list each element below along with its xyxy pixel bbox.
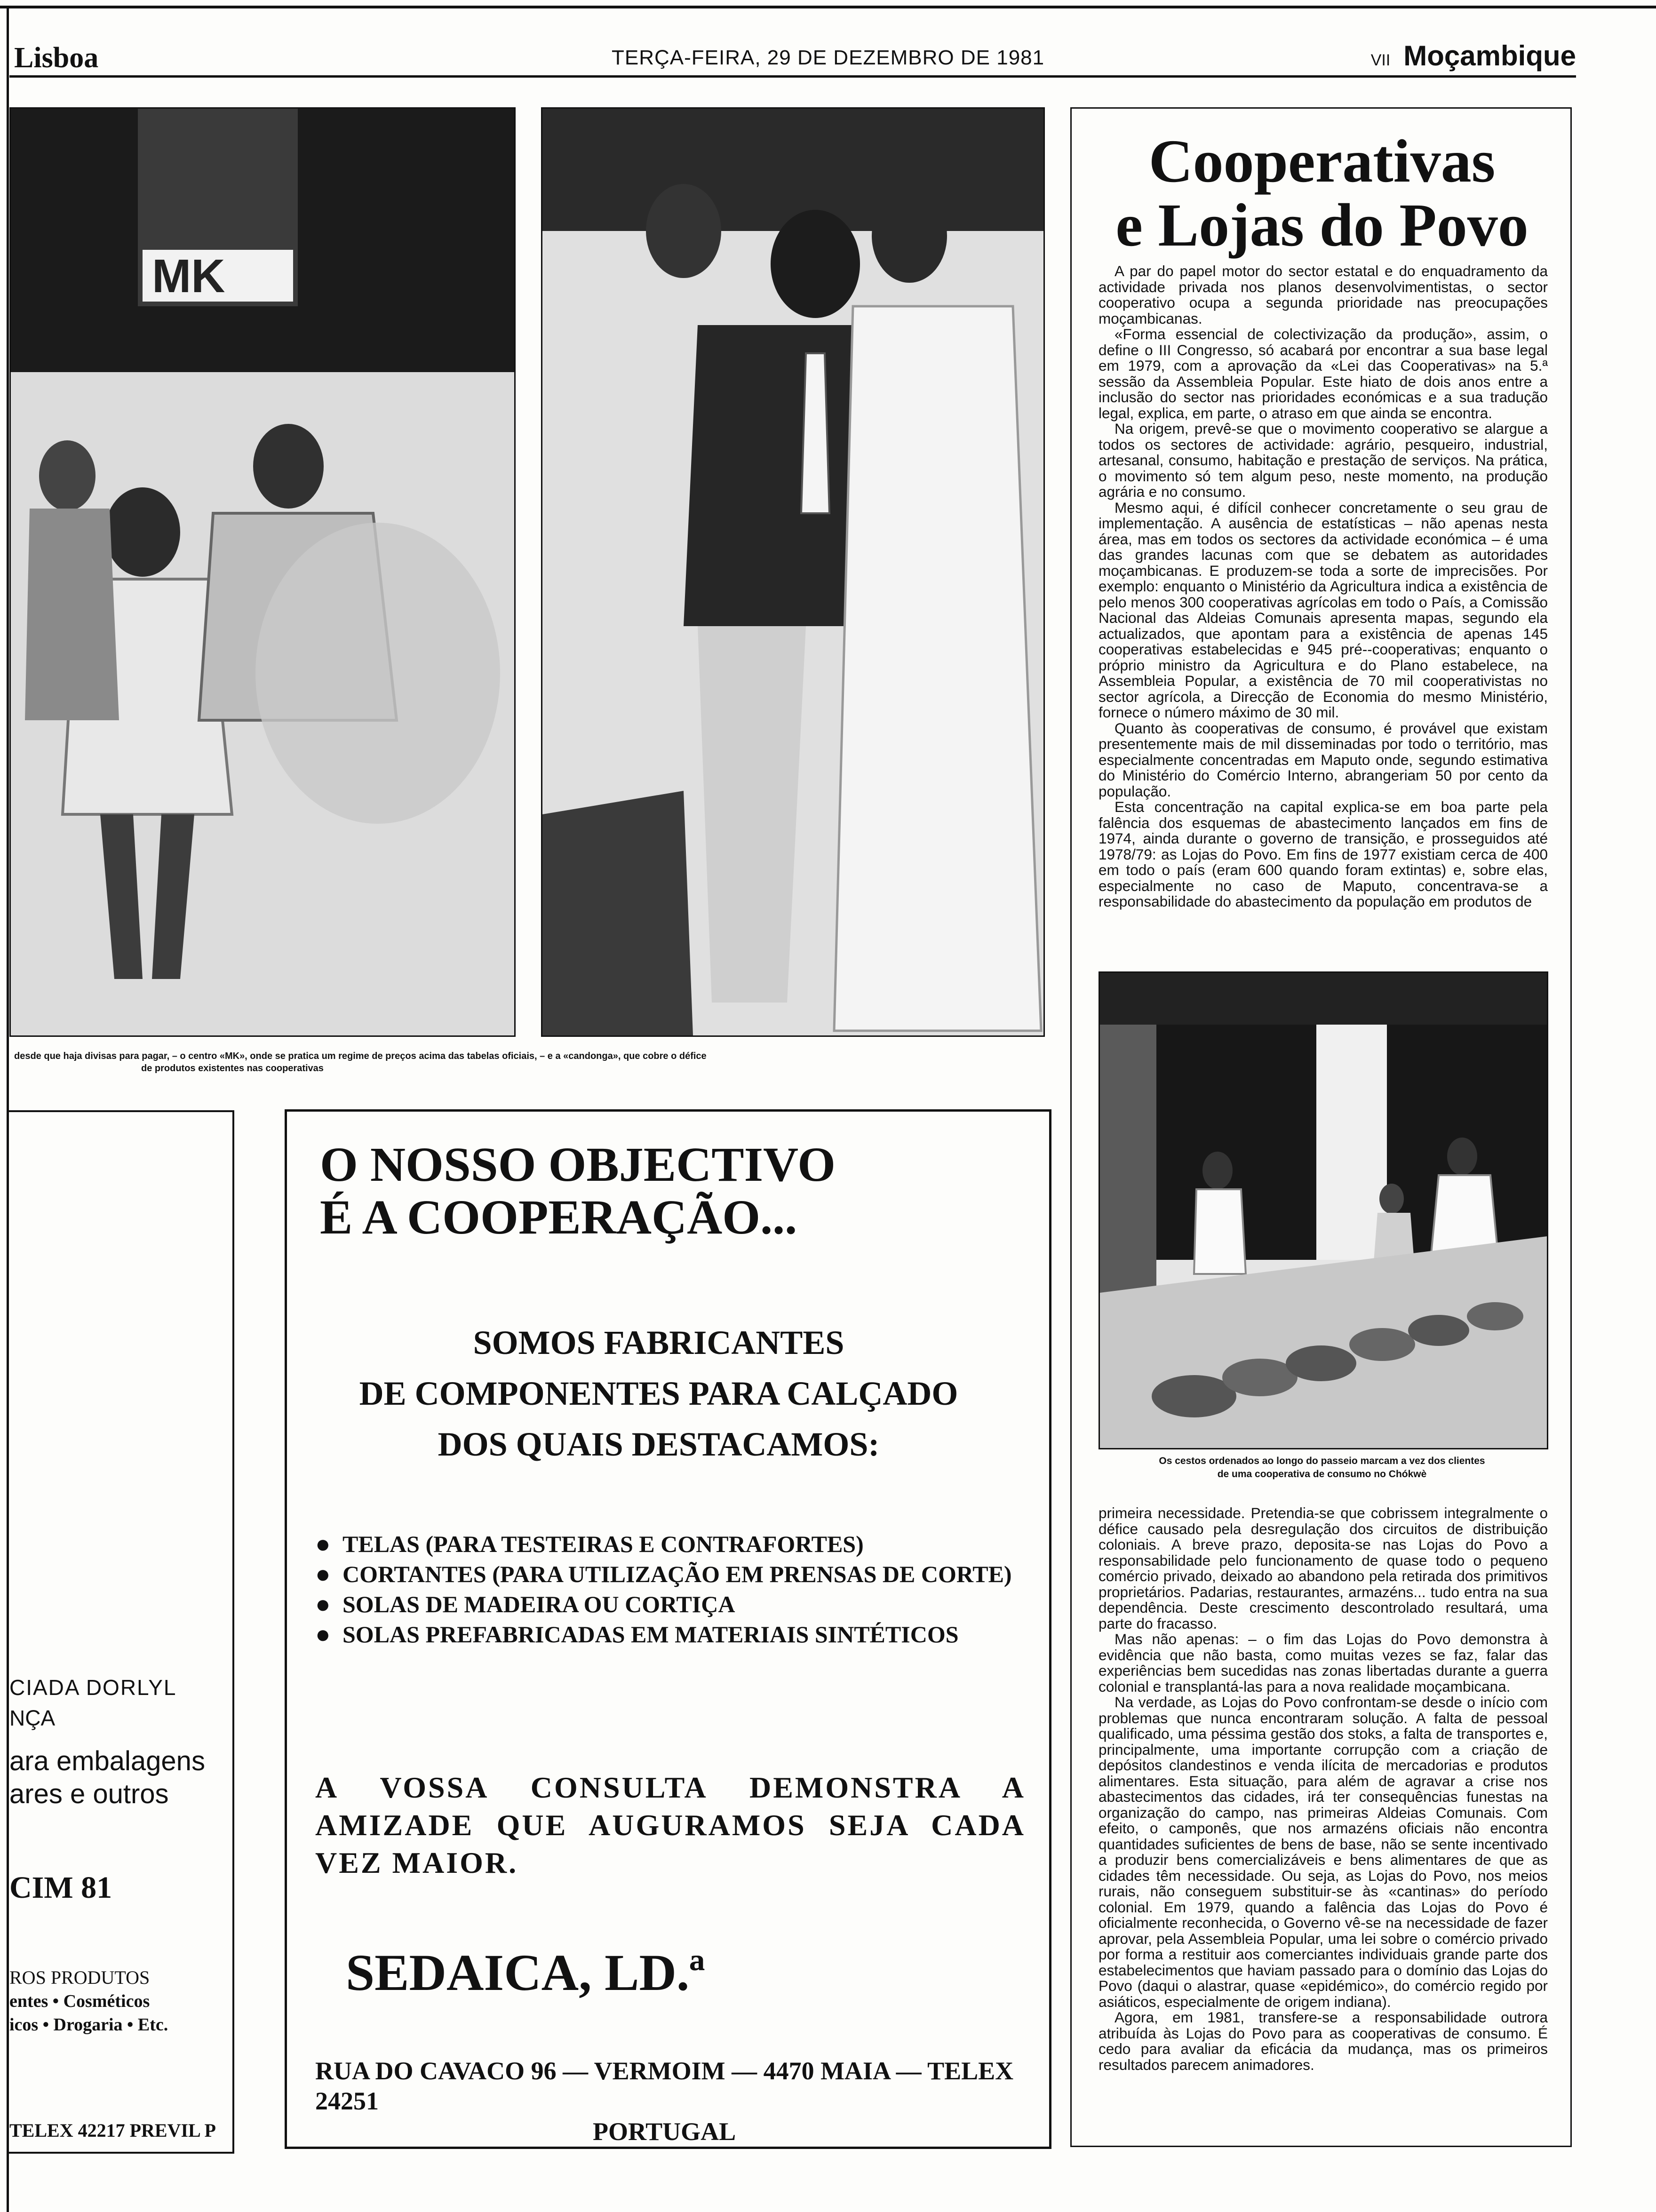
photo-cooperative-queue — [1099, 971, 1548, 1449]
ad-intro-line-3: DOS QUAIS DESTACAMOS: — [438, 1425, 880, 1463]
photo-caption-top-line-2: de produtos existentes nas cooperativas — [141, 1063, 324, 1074]
bullet-dot-icon: ● — [315, 1590, 331, 1618]
article-paragraph: primeira necessidade. Pretendia-se que cobrissem integralmente o défice causado pela desregulação dos circuitos de distribuição coloniais. A breve prazo, deposita-se nas Lojas do Povo a responsabilidade pelo funcionamento de quase todo o pequeno comércio privado, deixado ao abandono pela retirada dos primitivos proprietários. Padarias, restaurantes, armazéns... tudo entra na sua dependência. Deste crescimento descontrolado resultará, uma parte do fracasso. — [1099, 1505, 1548, 1632]
ad-bullet — [315, 1529, 1021, 1559]
ad-bullet-list — [315, 1529, 1021, 1649]
article-paragraph: Mesmo aqui, é difícil conhecer concretamente o seu grau de implementação. A ausência de estatísticas – não apenas nesta área, mas em todos os sectores da actividade económica – é uma das grandes lacunas com que se debatem as autoridades moçambicanas. E produzem-se toda a sorte de imprecisões. Por exemplo: enquanto o Ministério da Agricultura indica a existência de pelo menos 300 cooperativas agrícolas em todo o País, a Comissão Nacional das Aldeias Comunais apresenta mapas, segundo ela actualizados, que apontam para a existência de apenas 145 cooperativas estabelecidas e 945 pré--cooperativas; enquanto o próprio ministro da Agricultura e do Plano estabelece, na Assembleia Popular, a existência de 70 mil cooperativistas no sector agrícola, a Direcção de Economia do mesmo Ministério, fornece o número máximo de 30 mil. — [1099, 499, 1548, 721]
bullet-dot-icon: ● — [315, 1560, 331, 1588]
article-paragraph: Agora, em 1981, transfere-se a responsabilidade outrora atribuída às Lojas do Povo para as cooperativas de consumo. É cedo para avaliar da eficácia da mudança, mas os primeiros resultados parecem animadores. — [1099, 2009, 1548, 2073]
ad-title-line-1: O NOSSO OBJECTIVO — [320, 1138, 836, 1192]
ad-bullet — [315, 1619, 1021, 1649]
left-ad-line-5: CIM 81 — [9, 1870, 112, 1905]
left-ad-line-2: NÇA — [9, 1706, 56, 1730]
photo-caption-right-line-1: Os cestos ordenados ao longo do passeio marcam a vez dos clientes — [1159, 1456, 1485, 1466]
paper-name: Lisboa — [14, 42, 99, 74]
article-paragraph: Esta concentração na capital explica-se em boa parte pela falência dos esquemas de abastecimento lançados em fins de 1974, ainda durante o governo de transição, e prosseguidos até 1978/79: as Lojas do Povo. Em fins de 1977 existiam cerca de 400 em todo o país (eram 600 quando foram extintas) e, sobre elas, especialmente no caso de Maputo, concentrava-se a responsabilidade do abastecimento da população em produtos de — [1099, 798, 1548, 910]
page-number: VII — [1370, 51, 1391, 69]
headline-line-1: Cooperativas — [1148, 127, 1496, 195]
section-title — [1371, 40, 1576, 72]
photo-caption-right — [1099, 1455, 1545, 1481]
article-paragraph: A par do papel motor do sector estatal e do enquadramento da actividade privada nos planos desenvolvimentistas, o sector cooperativo ocupa a segunda prioridade nas preocupações moçambicanas. — [1099, 263, 1548, 327]
mk-sign-text: MK — [152, 250, 225, 302]
article-column-2 — [1099, 1505, 1548, 2126]
section-name: Moçambique — [1403, 40, 1576, 72]
left-ad-line-8: icos • Drogaria • Etc. — [9, 2015, 168, 2035]
ad-bullet-text: SOLAS PREFABRICADAS EM MATERIAIS SINTÉTICOS — [342, 1621, 959, 1647]
ad-title-line-2: É A COOPERAÇÃO... — [320, 1190, 797, 1244]
left-ad-telex: TELEX 42217 PREVIL P — [9, 2120, 216, 2141]
article-paragraph: Na origem, prevê-se que o movimento cooperativo se alargue a todos os sectores de actividade: agrário, pesqueiro, industrial, artesanal, consumo, habitação e prestação de serviços. Na prática, o movimento só tem algum peso, neste momento, na produção agrária e no consumo. — [1099, 420, 1548, 500]
left-ad-line-6: ROS PRODUTOS — [9, 1967, 150, 1988]
ad-bullet-text: SOLAS DE MADEIRA OU CORTIÇA — [342, 1591, 735, 1617]
top-rule — [0, 6, 1656, 8]
photo-caption-top-line-1: desde que haja divisas para pagar, – o centro «MK», onde se pratica um regime de preços acima das tabelas oficiais, – e a «candonga», que cobre o défice — [14, 1051, 707, 1061]
photo-candonga-image — [542, 109, 1043, 1035]
ad-bullet — [315, 1589, 1021, 1619]
article-paragraph: Quanto às cooperativas de consumo, é provável que existam presentemente mais de mil disseminadas por todo o território, mas especialmente concentradas em Maputo onde, segundo estimativa do Ministério do Comércio Interno, abrangeriam 50 por cento da população. — [1099, 719, 1548, 800]
issue-date: TERÇA-FEIRA, 29 DE DEZEMBRO DE 1981 — [612, 46, 1045, 69]
photo-candonga — [541, 107, 1045, 1037]
photo-caption-top — [14, 1050, 1073, 1074]
left-ad-line-4: ares e outros — [9, 1779, 169, 1809]
photo-mk-centre — [9, 107, 516, 1037]
left-ad-line-1: CIADA DORLYL — [9, 1675, 177, 1700]
bullet-dot-icon: ● — [315, 1530, 331, 1558]
bullet-dot-icon: ● — [315, 1620, 331, 1648]
ad-bullet-text: TELAS (PARA TESTEIRAS E CONTRAFORTES) — [342, 1531, 864, 1557]
ad-closing-text: A VOSSA CONSULTA DEMONSTRA A AMIZADE QUE AUGURAMOS SEJA CADA VEZ MAIOR. — [315, 1771, 1026, 1879]
ad-intro-line-1: SOMOS FABRICANTES — [473, 1324, 844, 1361]
article-headline — [1077, 129, 1567, 257]
photo-cooperative-queue-image — [1100, 973, 1547, 1448]
ad-country: PORTUGAL — [593, 2117, 736, 2146]
photo-caption-right-line-2: de uma cooperativa de consumo no Chókwè — [1217, 1469, 1427, 1480]
ad-company-name: SEDAICA, LD.ª — [346, 1944, 705, 2001]
ad-title — [320, 1138, 836, 1244]
article-paragraph: Na verdade, as Lojas do Povo confrontam-se desde o início com problemas que nunca encontraram solução. A falta de pessoal qualificado, uma péssima gestão dos stoks, a falta de transportes e, principalmente, uma importante corrupção com a criação de depósitos clandestinos e venda ilícita de mercadorias e produtos alimentares. Esta situação, para além de agravar a crise nos abastecimentos das cidades, irá ter consequências funestas na organização do campo, nas primeiras Aldeias Comunais. Com efeito, o camponês, que nos armazéns oficiais não encontra quantidades suficientes de bens de base, não se sente incentivado a produzir bens comercializáveis e bens alimentares de que as cidades têm necessidade. Ou seja, as Lojas do Povo, nos meios rurais, não conseguem substituir-se às «cantinas» do período colonial. Em 1979, quando a falência das Lojas do Povo é oficialmente reconhecida, o Governo vê-se na necessidade de fazer aprovar, pela Assembleia Popular, uma lei sobre o comércio privado por forma a restituir aos comerciantes individuais grande parte dos estabelecimentos que haviam passado para o domínio das Lojas do Povo (daqui o alastrar, quase «epidémico», do comércio regido por asiáticos, especialmente de origem indiana). — [1099, 1694, 1548, 2010]
article-column-1 — [1099, 263, 1548, 953]
headline-line-2: e Lojas do Povo — [1115, 191, 1529, 259]
left-ad-line-7: entes • Cosméticos — [9, 1991, 150, 2011]
article-paragraph: «Forma essencial de colectivização da produção», assim, o define o III Congresso, só acabará por encontrar a sua base legal em 1979, com a aprovação da «Lei das Cooperativas» na 5.ª sessão da Assembleia Popular. Este hiato de dois anos entre a inclusão do sector nas prioridades económicas e a sua tradução legal, explica, em parte, o atraso em que ainda se encontra. — [1099, 326, 1548, 422]
ad-bullet — [315, 1559, 1021, 1589]
ad-intro-line-2: DE COMPONENTES PARA CALÇADO — [359, 1375, 958, 1412]
left-ad-line-3: ara embalagens — [9, 1746, 205, 1776]
ad-bullet-text: CORTANTES (PARA UTILIZAÇÃO EM PRENSAS DE CORTE) — [342, 1561, 1012, 1587]
article-paragraph: Mas não apenas: – o fim das Lojas do Povo demonstra à evidência que não basta, como muitas vezes se faz, falar das experiências bem sucedidas nas zonas libertadas durante a guerra colonial e transplantá-las para a nova realidade moçambicana. — [1099, 1631, 1548, 1695]
photo-mk-centre-image — [11, 109, 514, 1035]
masthead-rule — [9, 75, 1576, 78]
ad-intro — [282, 1317, 1035, 1470]
ad-address: RUA DO CAVACO 96 — VERMOIM — 4470 MAIA — TELEX 24251 — [315, 2057, 1014, 2115]
